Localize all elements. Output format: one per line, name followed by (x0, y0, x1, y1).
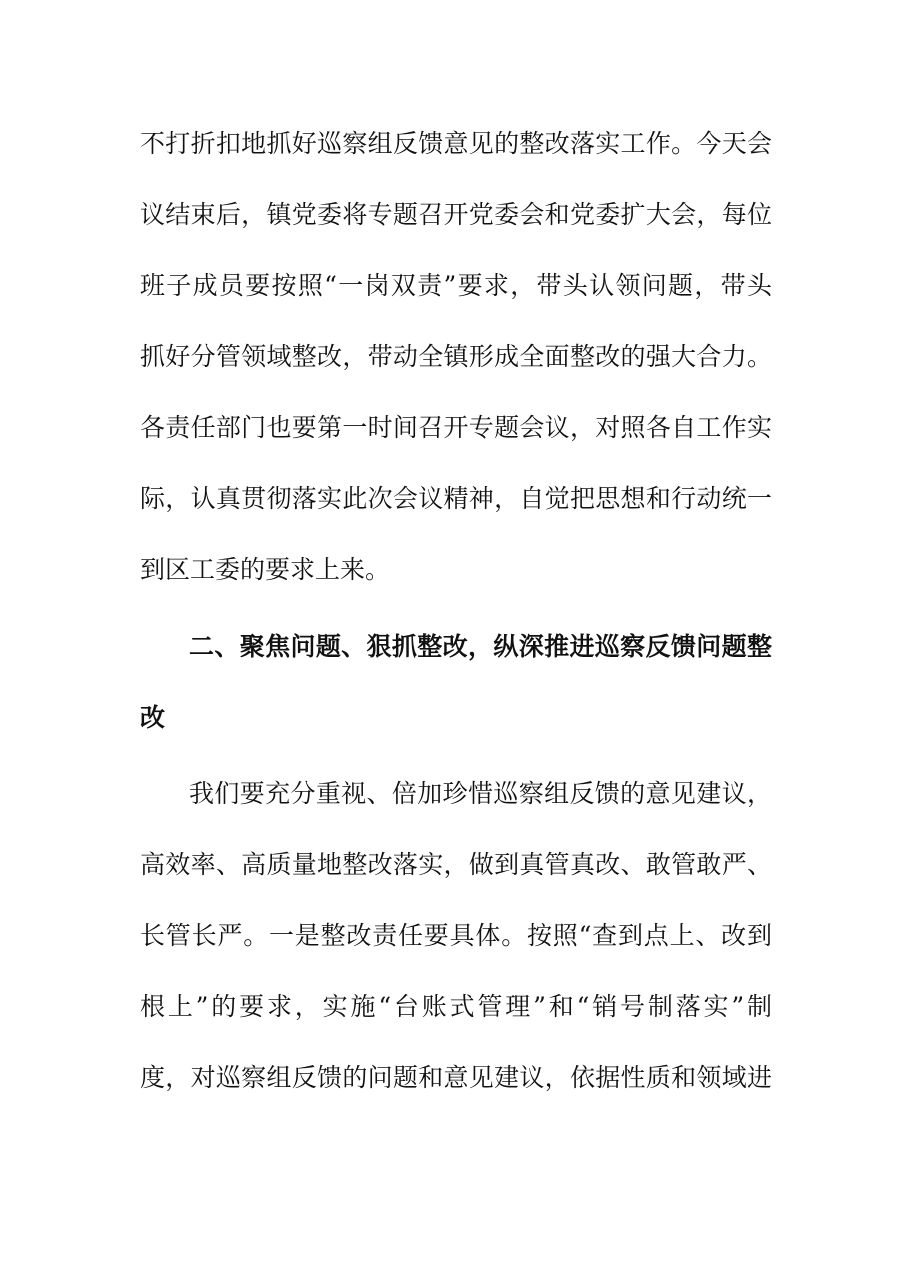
paragraph-line: 抓好分管领域整改，带动全镇形成全面整改的强大合力。 (140, 342, 772, 371)
paragraph-line: 班子成员要按照“一岗双责”要求，带头认领问题，带头 (140, 271, 772, 300)
paragraph-2 (140, 758, 772, 1113)
paragraph-line: 际，认真贯彻落实此次会议精神，自觉把思想和行动统一 (140, 484, 772, 513)
paragraph-line: 各责任部门也要第一时间召开专题会议，对照各自工作实 (140, 413, 772, 442)
section-heading (140, 611, 772, 753)
paragraph-1 (140, 108, 772, 605)
paragraph-line: 议结束后，镇党委将专题召开党委会和党委扩大会，每位 (140, 200, 772, 229)
paragraph-line: 我们要充分重视、倍加珍惜巡察组反馈的意见建议， (189, 779, 772, 808)
paragraph-line: 根上”的要求，实施“台账式管理”和“销号制落实”制 (140, 992, 772, 1021)
paragraph-line: 不打折扣地抓好巡察组反馈意见的整改落实工作。今天会 (140, 129, 772, 158)
paragraph-line: 度，对巡察组反馈的问题和意见建议，依据性质和领域进 (140, 1063, 772, 1092)
paragraph-line: 到区工委的要求上来。 (140, 555, 391, 584)
section-heading-line: 改 (140, 703, 166, 732)
paragraph-line: 高效率、高质量地整改落实，做到真管真改、敢管敢严、 (140, 850, 772, 879)
section-heading-line: 二、聚焦问题、狠抓整改，纵深推进巡察反馈问题整 (189, 632, 772, 661)
paragraph-line: 长管长严。一是整改责任要具体。按照“查到点上、改到 (140, 921, 772, 950)
